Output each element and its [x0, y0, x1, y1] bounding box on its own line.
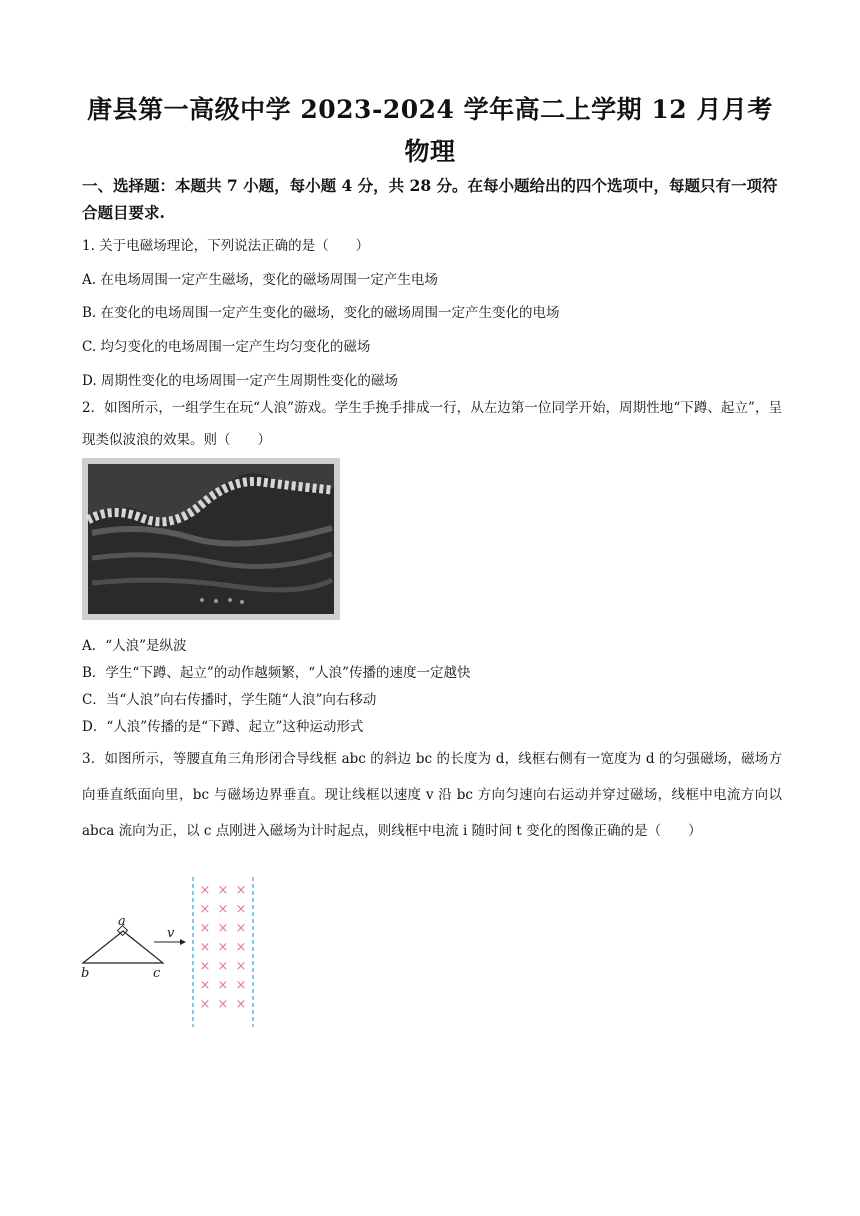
field-cross-mark: × [199, 997, 211, 1012]
q1-option-b: B. 在变化的电场周围一定产生变化的磁场，变化的磁场周围一定产生变化的电场 [82, 305, 560, 321]
exam-title: 唐县第一高级中学 2023-2024 学年高二上学期 12 月月考 [87, 95, 773, 124]
field-cross-mark: × [199, 902, 211, 917]
field-cross-mark: × [217, 997, 229, 1012]
q2-option-b: B．学生“下蹲、起立”的动作越频繁，“人浪”传播的速度一定越快 [82, 665, 471, 681]
field-cross-mark: × [199, 940, 211, 955]
field-cross-mark: × [235, 978, 247, 993]
triangle-field-diagram [78, 875, 278, 1030]
q1-stem: 1. 关于电磁场理论，下列说法正确的是（ ） [82, 238, 370, 254]
label-v: v [167, 926, 175, 941]
q1-option-d: D. 周期性变化的电场周围一定产生周期性变化的磁场 [82, 373, 398, 389]
field-cross-mark: × [217, 978, 229, 993]
label-b: b [81, 966, 90, 981]
field-cross-mark: × [235, 997, 247, 1012]
field-cross-mark: × [217, 902, 229, 917]
field-cross-mark: × [217, 959, 229, 974]
field-cross-mark: × [217, 883, 229, 898]
field-cross-mark: × [199, 959, 211, 974]
magnetic-field-marks [200, 883, 247, 1012]
field-cross-mark: × [217, 921, 229, 936]
field-cross-mark: × [235, 883, 247, 898]
q2-stem: 2．如图所示，一组学生在玩“人浪”游戏。学生手挽手排成一行，从左边第一位同学开始，周期性地“下蹲、起立”，呈现类似波浪的效果。则（ ） [82, 400, 782, 448]
label-a: a [118, 914, 126, 929]
q1-option-c: C. 均匀变化的电场周围一定产生均匀变化的磁场 [82, 339, 371, 355]
velocity-arrow-head [180, 939, 186, 945]
field-cross-mark: × [235, 902, 247, 917]
human-wave-photo [82, 458, 340, 620]
field-cross-mark: × [199, 921, 211, 936]
label-c: c [153, 966, 161, 981]
q2-option-d: D．“人浪”传播的是“下蹲、起立”这种运动形式 [82, 719, 364, 735]
q3-stem: 3．如图所示，等腰直角三角形闭合导线框 abc 的斜边 bc 的长度为 d，线框右侧有一宽度为 d 的匀强磁场，磁场方向垂直纸面向里，bc 与磁场边界垂直。现让线框以速度 v 沿 bc 方向匀速向右运动并穿过磁场，线框中电流方向以 abca 流向为正，以 c 点刚进入磁场为计时起点，则线框中电流 i 随时间 t 变化的图像正确的是（ ） [82, 751, 782, 839]
q1-option-a: A. 在电场周围一定产生磁场，变化的磁场周围一定产生电场 [82, 272, 438, 288]
q2-option-a: A．“人浪”是纵波 [82, 638, 187, 654]
field-cross-mark: × [199, 883, 211, 898]
triangle-frame [83, 931, 163, 963]
field-cross-mark: × [217, 940, 229, 955]
field-cross-mark: × [235, 959, 247, 974]
q2-option-c: C．当“人浪”向右传播时，学生随“人浪”向右移动 [82, 692, 377, 708]
section-heading: 一、选择题：本题共 7 小题，每小题 4 分，共 28 分。在每小题给出的四个选项中，每题只有一项符合题目要求. [82, 176, 778, 222]
subject-title: 物理 [404, 137, 456, 166]
field-cross-mark: × [199, 978, 211, 993]
field-cross-mark: × [235, 921, 247, 936]
field-cross-mark: × [235, 940, 247, 955]
